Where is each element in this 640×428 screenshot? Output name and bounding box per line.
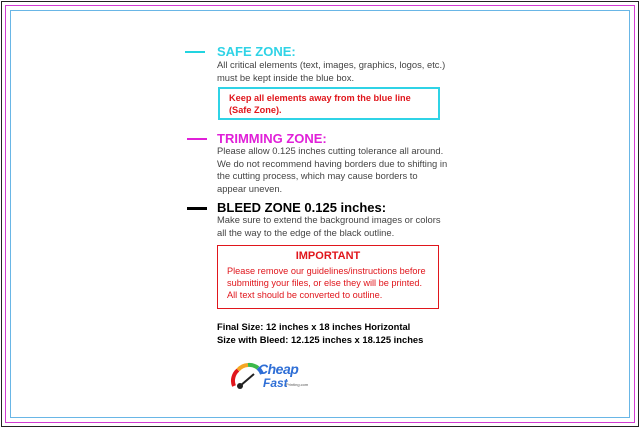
important-title: IMPORTANT xyxy=(295,250,361,262)
important-notice-box xyxy=(217,245,439,309)
trimming-zone-description xyxy=(217,145,447,195)
trimming-zone-title: TRIMMING ZONE: xyxy=(217,131,327,146)
logo-word-printing: Printing.com xyxy=(286,382,309,387)
final-size: Final Size: 12 inches x 18 inches Horizontal xyxy=(217,321,411,332)
notice-line: All text should be converted to outline. xyxy=(227,290,383,300)
warning-line: Keep all elements away from the blue line xyxy=(229,93,411,103)
notice-line: submitting your files, or else they will be printed. xyxy=(227,278,423,288)
trimming-zone-swatch xyxy=(187,138,207,140)
notice-line: Please remove our guidelines/instructions before xyxy=(227,266,426,276)
text-line: all the way to the edge of the black outline. xyxy=(217,226,395,238)
text-line: All critical elements (text, images, graphics, logos, etc.) xyxy=(217,59,446,70)
bleed-zone-description xyxy=(217,214,441,239)
safe-zone-description xyxy=(217,59,445,84)
size-with-bleed: Size with Bleed: 12.125 inches x 18.125 inches xyxy=(217,333,424,345)
warning-line: (Safe Zone). xyxy=(229,105,282,115)
safe-zone-swatch xyxy=(185,51,205,53)
cheapfastprinting-logo xyxy=(228,358,320,392)
safe-zone-warning-box xyxy=(218,87,440,120)
bleed-zone-title: BLEED ZONE 0.125 inches: xyxy=(217,200,387,215)
size-info xyxy=(217,321,423,346)
text-line: must be kept inside the blue box. xyxy=(217,71,355,83)
bleed-zone-swatch xyxy=(187,207,207,210)
text-line: the cutting process, which may cause borders to xyxy=(217,170,418,181)
text-line: Please allow 0.125 inches cutting tolerance all around. xyxy=(217,145,444,156)
text-line: appear uneven. xyxy=(217,182,283,194)
text-line: We do not recommend having borders due to shifting in xyxy=(217,157,448,169)
logo-word-fast: Fast xyxy=(263,376,288,390)
safe-zone-title: SAFE ZONE: xyxy=(217,44,296,59)
text-line: Make sure to extend the background images or colors xyxy=(217,214,441,225)
logo-word-cheap: Cheap xyxy=(258,361,299,377)
